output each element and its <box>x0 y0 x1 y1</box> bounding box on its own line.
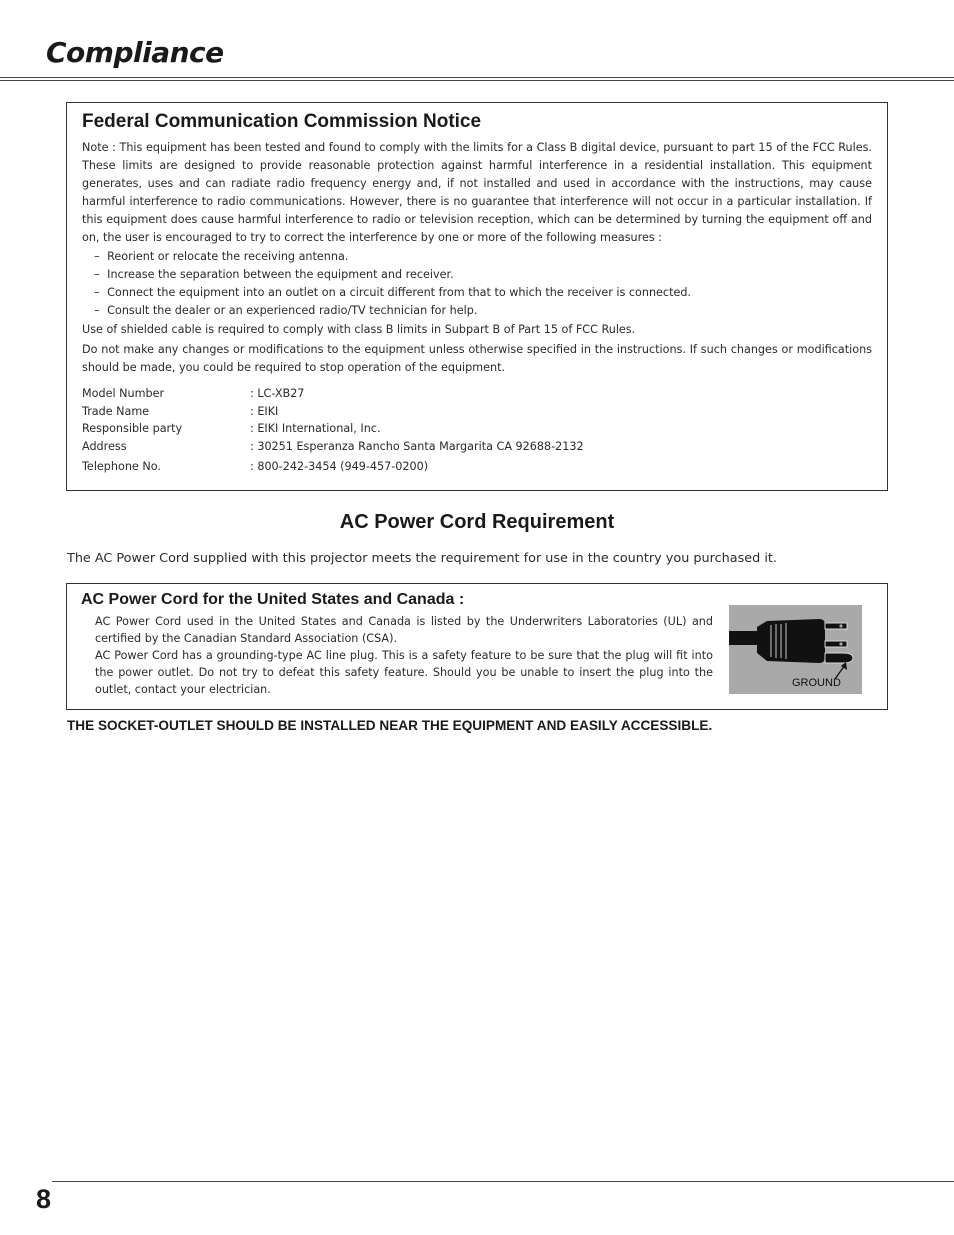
page-title: Compliance <box>46 36 224 69</box>
changes-text: Do not make any changes or modifications to the equipment unless otherwise specified in the instructions. If such changes or modifications should be made, you could be required to stop operation of the equipment. <box>82 343 872 374</box>
info-value: : 30251 Esperanza Rancho Santa Margarita CA 92688-2132 <box>250 439 584 453</box>
info-label: Address <box>82 439 127 453</box>
table-row <box>82 403 584 421</box>
page-number: 8 <box>36 1184 52 1214</box>
ul-csa-text: AC Power Cord used in the United States and Canada is listed by the Underwriters Laboratories (UL) and certified by the Canadian Standard Association (CSA). <box>95 615 713 645</box>
plug-figure <box>729 605 862 694</box>
fcc-note: Note : This equipment has been tested and found to comply with the limits for a Class B digital device, pursuant to part 15 of the FCC Rules. These limits are designed to provide reasonable protection against harmful interference in a residential installation. This equipment generates, uses and can radiate radio frequency energy and, if not installed and used in accordance with the instructions, may cause harmful interference to radio communications. However, there is no guarantee that interference will not occur in a particular installation. If this equipment does cause harmful interference to radio or television reception, which can be determined by turning the equipment off and on, the user is encouraged to try to correct the interference by one or more of the following measures : <box>82 141 872 244</box>
grounding-plug-text: AC Power Cord has a grounding-type AC line plug. This is a safety feature to be sure that the plug will fit into the power outlet. Do not try to defeat this safety feature. Should you be unable to insert the plug into the outlet, contact your electrician. <box>95 649 713 696</box>
list-item: – Reorient or relocate the receiving antenna. <box>82 248 872 266</box>
fcc-notice-box <box>66 102 888 491</box>
footer-rule <box>52 1181 954 1182</box>
info-value: : LC-XB27 <box>250 387 305 400</box>
fcc-heading: Federal Communication Commission Notice <box>82 111 482 132</box>
product-info-table <box>82 385 584 476</box>
socket-outlet-warning: THE SOCKET-OUTLET SHOULD BE INSTALLED NEAR THE EQUIPMENT AND EASILY ACCESSIBLE. <box>67 718 713 733</box>
title-rule <box>0 77 954 81</box>
us-canada-box <box>66 583 888 710</box>
info-label: Model Number <box>82 387 165 400</box>
info-value: : EIKI International, Inc. <box>250 422 381 435</box>
ac-power-cord-heading: AC Power Cord Requirement <box>339 511 615 533</box>
table-row <box>82 385 584 403</box>
info-value: : EIKI <box>250 404 279 418</box>
measures-list <box>82 248 872 320</box>
list-item: – Consult the dealer or an experienced radio/TV technician for help. <box>82 302 872 320</box>
table-row <box>82 438 584 456</box>
info-label: Responsible party <box>82 422 183 435</box>
info-value: : 800-242-3454 (949-457-0200) <box>250 460 429 473</box>
shielded-cable-text: Use of shielded cable is required to comply with class B limits in Subpart B of Part 15 of FCC Rules. <box>82 323 636 336</box>
ac-intro-text: The AC Power Cord supplied with this projector meets the requirement for use in the country you purchased it. <box>67 551 777 566</box>
info-label: Trade Name <box>82 404 150 418</box>
table-row <box>82 455 584 476</box>
us-canada-text <box>95 613 713 698</box>
list-item: – Connect the equipment into an outlet on a circuit different from that to which the receiver is connected. <box>82 284 872 302</box>
list-item: – Increase the separation between the equipment and receiver. <box>82 266 872 284</box>
ground-label: GROUND <box>792 677 841 689</box>
us-canada-heading: AC Power Cord for the United States and Canada : <box>81 591 465 608</box>
table-row <box>82 420 584 438</box>
info-label: Telephone No. <box>82 460 161 473</box>
